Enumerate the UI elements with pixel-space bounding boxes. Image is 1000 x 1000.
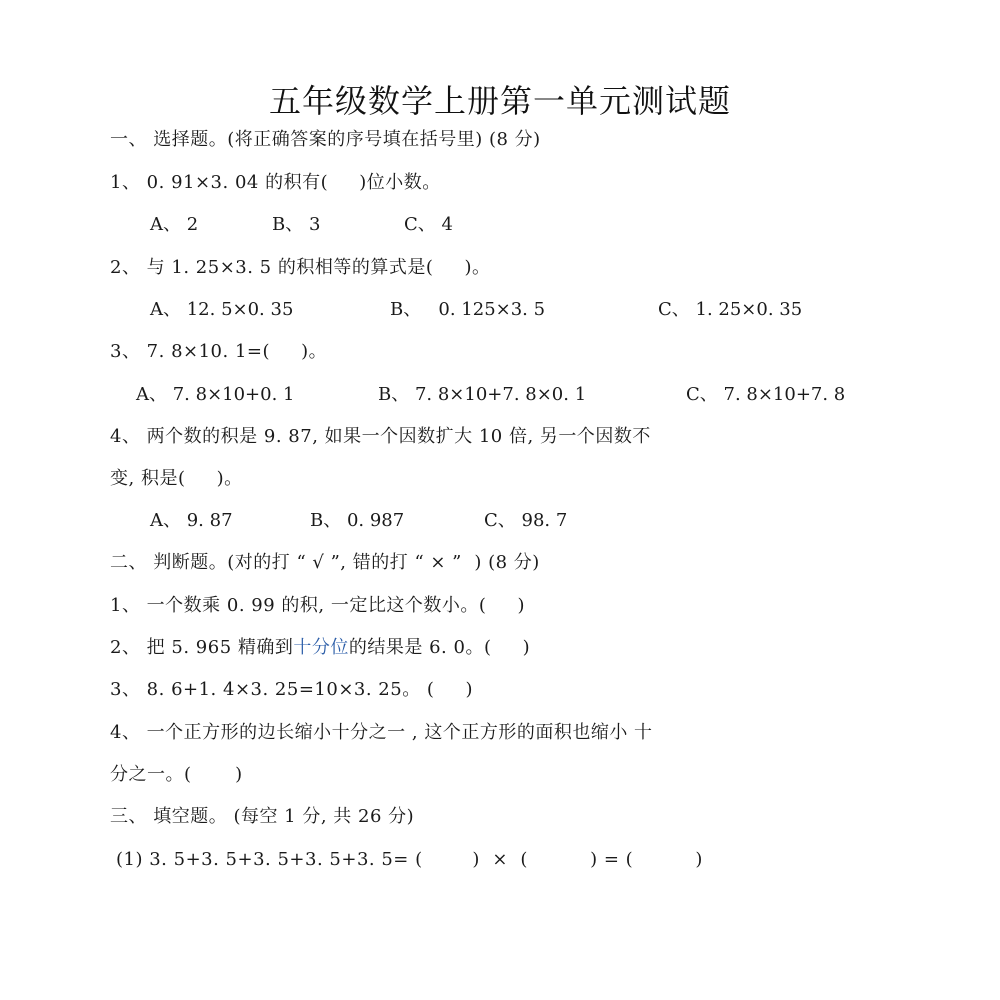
- question-2-1: 1、 一个数乘 0. 99 的积, 一定比这个数小。( ): [110, 595, 526, 616]
- question-1-4-line-1: 4、 两个数的积是 9. 87, 如果一个因数扩大 10 倍, 另一个因数不: [110, 426, 651, 447]
- option-1-4-a: A、 9. 87: [150, 510, 233, 531]
- section-3-heading: 三、 填空题。 (每空 1 分, 共 26 分): [110, 806, 415, 827]
- question-2-4-line-2: 分之一。( ): [110, 764, 243, 785]
- option-1-1-c: C、 4: [404, 214, 453, 235]
- question-2-2-after: 的结果是 6. 0。( ): [348, 637, 531, 658]
- question-2-2: [110, 636, 530, 660]
- option-1-2-a: A、 12. 5×0. 35: [150, 299, 294, 320]
- section-1-heading: 一、 选择题。(将正确答案的序号填在括号里) (8 分): [110, 129, 541, 150]
- option-1-1-a: A、 2: [150, 214, 199, 235]
- question-1-1: 1、 0. 91×3. 04 的积有( )位小数。: [110, 172, 441, 193]
- option-1-4-b: B、 0. 987: [310, 510, 405, 531]
- option-1-3-a: A、 7. 8×10+0. 1: [136, 384, 295, 405]
- option-1-2-b: B、 0. 125×3. 5: [390, 299, 546, 320]
- tenths-place-link[interactable]: 十分位: [293, 637, 349, 658]
- option-1-2-c: C、 1. 25×0. 35: [658, 299, 803, 320]
- question-2-2-before: 2、 把 5. 965 精确到: [110, 637, 294, 658]
- question-3-1: (1) 3. 5+3. 5+3. 5+3. 5+3. 5= ( ) × ( ) = ( ): [116, 849, 703, 870]
- question-1-3: 3、 7. 8×10. 1=( )。: [110, 341, 328, 362]
- option-1-3-b: B、 7. 8×10+7. 8×0. 1: [378, 384, 587, 405]
- option-1-1-b: B、 3: [272, 214, 321, 235]
- question-1-4-line-2: 变, 积是( )。: [110, 468, 243, 489]
- section-2-heading: 二、 判断题。(对的打 “ √ ”, 错的打 “ × ” ) (8 分): [110, 552, 540, 573]
- option-1-3-c: C、 7. 8×10+7. 8: [686, 384, 846, 405]
- question-1-2: 2、 与 1. 25×3. 5 的积相等的算式是( )。: [110, 257, 491, 278]
- page-title: 五年级数学上册第一单元测试题: [268, 82, 731, 120]
- question-2-3: 3、 8. 6+1. 4×3. 25=10×3. 25。 ( ): [110, 679, 474, 700]
- option-1-4-c: C、 98. 7: [484, 510, 568, 531]
- question-2-4-line-1: 4、 一个正方形的边长缩小十分之一 , 这个正方形的面积也缩小 十: [110, 722, 653, 743]
